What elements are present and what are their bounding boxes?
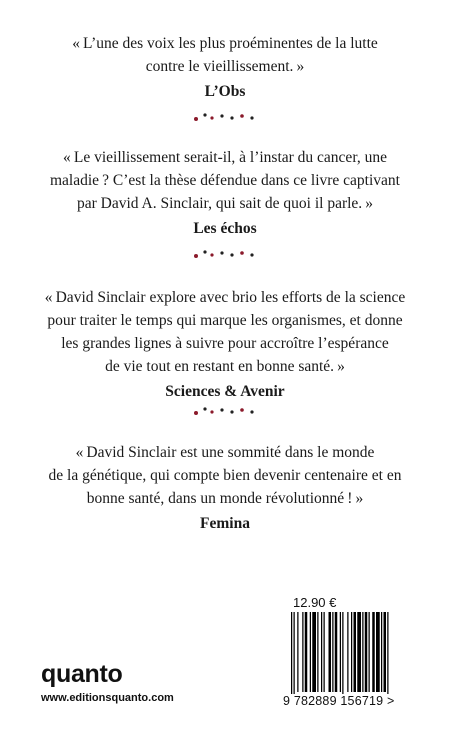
quote-line: « Le vieillissement serait-il, à l’instar du cancer, une (63, 149, 387, 166)
barcode-bar (317, 612, 318, 692)
ornament-dot (194, 254, 198, 258)
barcode-bar (310, 612, 311, 692)
barcode-bar (365, 612, 368, 692)
quote-line: « L’une des voix les plus proéminentes de la lutte (72, 35, 378, 52)
ornament-dot (210, 410, 213, 413)
quote-line: pour traiter le temps qui marque les organismes, et donne (47, 312, 403, 329)
quote-line: « David Sinclair est une sommité dans le monde (75, 444, 375, 461)
quote-source: Femina (200, 515, 250, 532)
ornament-divider (0, 110, 450, 124)
publisher-logo: quanto (41, 660, 123, 688)
ornament-dot (194, 411, 198, 415)
barcode-bar (340, 612, 341, 692)
quote-source: Les échos (193, 220, 257, 237)
quote-block-3 (0, 286, 450, 403)
quote-block-4 (0, 441, 450, 535)
quote-line: par David A. Sinclair, qui sait de quoi il parle. » (76, 195, 374, 212)
ornament-divider (0, 247, 450, 261)
quote-line: bonne santé, dans un monde révolutionné ! » (86, 490, 364, 507)
barcode-bar (376, 612, 380, 692)
barcode-bar (335, 612, 338, 692)
quote-block-1 (0, 32, 450, 103)
ornament-dot (250, 116, 253, 119)
barcode-bar (354, 612, 357, 692)
isbn-number: 9 782889 156719 > (283, 694, 438, 708)
ornament-dot (230, 253, 233, 256)
barcode-bar (294, 612, 295, 698)
barcode-bar (297, 612, 298, 692)
quote-line: contre le vieillissement. » (145, 58, 305, 75)
ornament-dots (192, 247, 258, 261)
ornament-dot (250, 410, 253, 413)
quote-source: Sciences & Avenir (165, 383, 285, 400)
quote-line: les grandes lignes à suivre pour accroître l’espérance (61, 335, 389, 352)
quote-block-2 (0, 146, 450, 240)
barcode-bar (387, 612, 388, 698)
barcode-bar (324, 612, 325, 692)
ornament-dot (203, 407, 206, 410)
ornament-dot (240, 114, 244, 118)
ornament-dot (194, 117, 198, 121)
quote-line: maladie ? C’est la thèse défendue dans ce livre captivant (50, 172, 400, 189)
price-label: 12.90 € (293, 595, 337, 610)
ornament-dot (203, 113, 206, 116)
barcode-bar (369, 612, 370, 692)
quote-line: « David Sinclair explore avec brio les efforts de la science (44, 289, 406, 306)
barcode-bar (384, 612, 387, 692)
barcode-bar (329, 612, 332, 692)
ornament-dots (192, 404, 258, 418)
barcode-bar (351, 612, 352, 692)
ornament-dot (220, 408, 223, 411)
barcode-bar (302, 612, 303, 692)
barcode-bar (305, 612, 308, 692)
barcode-bar (362, 612, 363, 692)
ornament-divider (0, 404, 450, 418)
barcode-bar (342, 612, 343, 698)
ornament-dots (192, 110, 258, 124)
quote-source: L’Obs (204, 83, 246, 100)
barcode-bar (291, 612, 292, 698)
ornament-dot (210, 253, 213, 256)
barcode-bar (321, 612, 322, 692)
ornament-dot (210, 116, 213, 119)
ornament-dot (203, 250, 206, 253)
ornament-dot (230, 116, 233, 119)
publisher-url: www.editionsquanto.com (41, 692, 174, 704)
ornament-dot (240, 408, 244, 412)
barcode-bar (357, 612, 361, 692)
ornament-dot (250, 253, 253, 256)
barcode-bar (381, 612, 382, 692)
barcode-bar (347, 612, 348, 692)
barcode-bar (372, 612, 375, 692)
ornament-dot (220, 114, 223, 117)
ornament-dot (230, 410, 233, 413)
ornament-dot (220, 251, 223, 254)
barcode-bar (332, 612, 333, 692)
quote-line: de vie tout en restant en bonne santé. » (105, 358, 345, 375)
quote-line: de la génétique, qui compte bien devenir centenaire et en (48, 467, 402, 484)
barcode-bar (312, 612, 316, 692)
ornament-dot (240, 251, 244, 255)
